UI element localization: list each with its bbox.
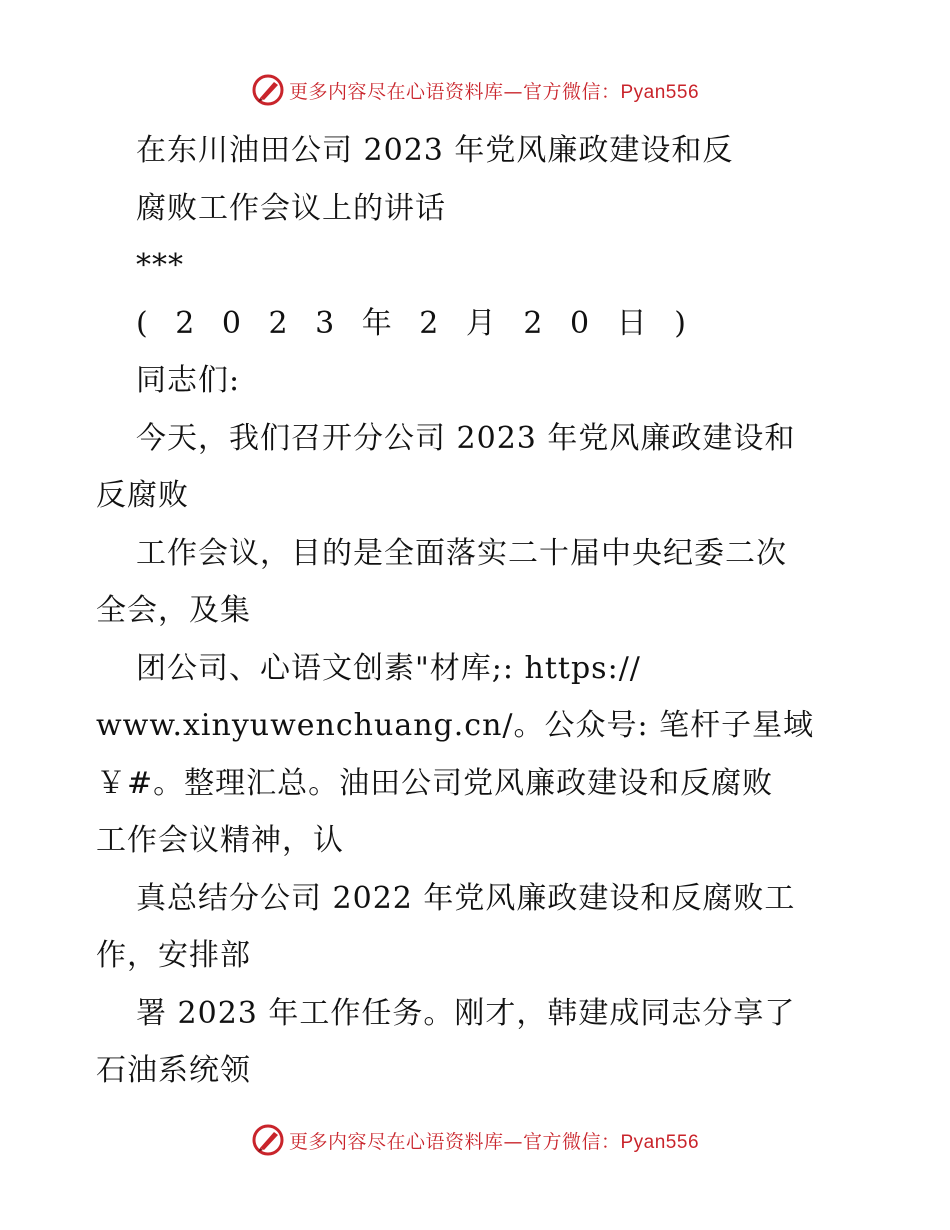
text-line: 石油系统领 [96, 1053, 251, 1088]
text-line: 工作会议，目的是全面落实二十届中央纪委二次 [136, 535, 787, 571]
footer-watermark-banner [0, 1120, 950, 1160]
text-line: www.xinyuwenchuang.cn/。公众号: 笔杆子星域 [96, 708, 815, 743]
text-line: 今天，我们召开分公司 2023 年党风廉政建设和 [136, 420, 796, 456]
header-watermark-banner [0, 70, 950, 110]
text-line: 真总结分公司 2022 年党风廉政建设和反腐败工 [136, 880, 796, 916]
text-line: 同志们: [136, 363, 241, 398]
text-line: 署 2023 年工作任务。刚才，韩建成同志分享了 [136, 995, 796, 1031]
text-line: 反腐败 [96, 478, 189, 513]
text-line: *** [136, 248, 184, 283]
document-body [96, 122, 866, 1100]
pen-logo-icon [251, 1123, 285, 1157]
text-line: 全会，及集 [96, 593, 251, 628]
watermark-text: 更多内容尽在心语资料库—官方微信：Pyan556 [288, 1130, 700, 1153]
watermark-text: 更多内容尽在心语资料库—官方微信：Pyan556 [288, 80, 700, 103]
text-line: 工作会议精神，认 [96, 823, 344, 858]
pen-logo-icon [251, 73, 285, 107]
document-title-line: 在东川油田公司 2023 年党风廉政建设和反 [136, 133, 734, 168]
document-title-line: 腐败工作会议上的讲话 [136, 190, 446, 226]
text-line: ( 2 0 2 3 年 2 月 2 0 日 ) [136, 305, 695, 341]
text-line: ￥#。整理汇总。油田公司党风廉政建设和反腐败 [96, 765, 774, 801]
text-line: 团公司、心语文创素"材库;: https:// [136, 650, 641, 686]
text-line: 作，安排部 [96, 938, 251, 973]
